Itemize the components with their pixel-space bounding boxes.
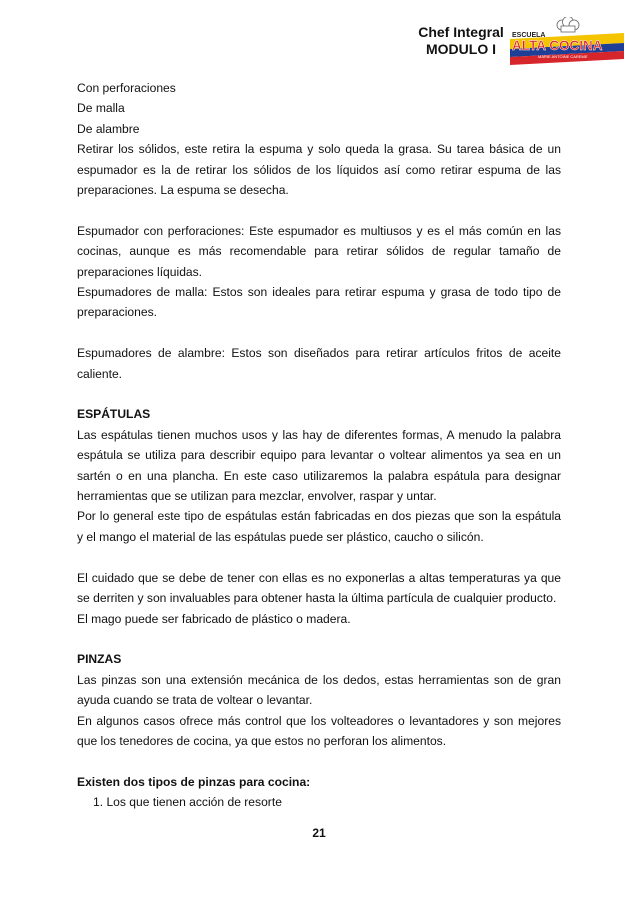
paragraph: Espumadores de malla: Estos son ideales para retirar espuma y grasa de todo tipo de preparaciones. — [77, 285, 561, 320]
page-content — [77, 78, 561, 813]
paragraph: De alambre — [77, 121, 140, 136]
paragraph: Espumador con perforaciones: Este espumador es multiusos y es el más común en las cocinas, aunque es más recomendable para retirar sólidos de regular tamaño de preparaciones líquidas. — [77, 223, 561, 279]
page-number: 21 — [312, 826, 326, 840]
paragraph: Las pinzas son una extensión mecánica de los dedos, estas herramientas son de gran ayuda cuando se trata de voltear o levantar. — [77, 672, 561, 708]
paragraph: El cuidado que se debe de tener con ellas es no exponerlas a altas temperaturas ya que se derriten y son invaluables para obtener hasta la última partícula de cualquier producto. — [77, 570, 561, 606]
logo-subtitle-text: MARIE ANTOINE CAREME — [538, 54, 588, 59]
chef-hat-icon — [557, 17, 579, 32]
alta-cocina-logo — [508, 17, 626, 65]
logo-name-text: ALTA COCINA — [512, 38, 603, 53]
header-course-name: Chef Integral — [418, 24, 504, 40]
subheading-tipos-pinzas: Existen dos tipos de pinzas para cocina: — [77, 774, 311, 789]
paragraph: De malla — [77, 101, 125, 116]
paragraph: Espumadores de alambre: Estos son diseñados para retirar artículos fritos de aceite caliente. — [77, 346, 561, 381]
list-item: 1. Los que tienen acción de resorte — [93, 795, 282, 810]
paragraph: El mago puede ser fabricado de plástico o madera. — [77, 611, 351, 626]
section-heading-pinzas: PINZAS — [77, 652, 122, 667]
paragraph: En algunos casos ofrece más control que los volteadores o levantadores y son mejores que los tenedores de cocina, ya que estos no perforan los alimentos. — [77, 713, 561, 748]
header-module: MODULO I — [426, 41, 496, 57]
paragraph: Las espátulas tienen muchos usos y las hay de diferentes formas, A menudo la palabra espátula se utiliza para describir equipo para levantar o voltear alimentos ya sea en un sartén o en una plancha. En este caso utilizaremos la palabra espátula para designar herramientas que se utilizan para mezclar, envolver, raspar y untar. — [77, 427, 561, 504]
header-title — [396, 24, 526, 58]
paragraph: Por lo general este tipo de espátulas están fabricadas en dos piezas que son la espátula y el mango el material de las espátulas puede ser plástico, caucho o silicón. — [77, 509, 561, 544]
logo-school-text: ESCUELA — [512, 32, 546, 39]
section-heading-espatulas: ESPÁTULAS — [77, 407, 151, 422]
paragraph: Con perforaciones — [77, 81, 176, 95]
school-logo — [508, 17, 626, 65]
paragraph: Retirar los sólidos, este retira la espuma y solo queda la grasa. Su tarea básica de un espumador es la de retirar los sólidos de los líquidos así como retirar espuma de las preparaciones. La espuma se desecha. — [77, 142, 561, 198]
